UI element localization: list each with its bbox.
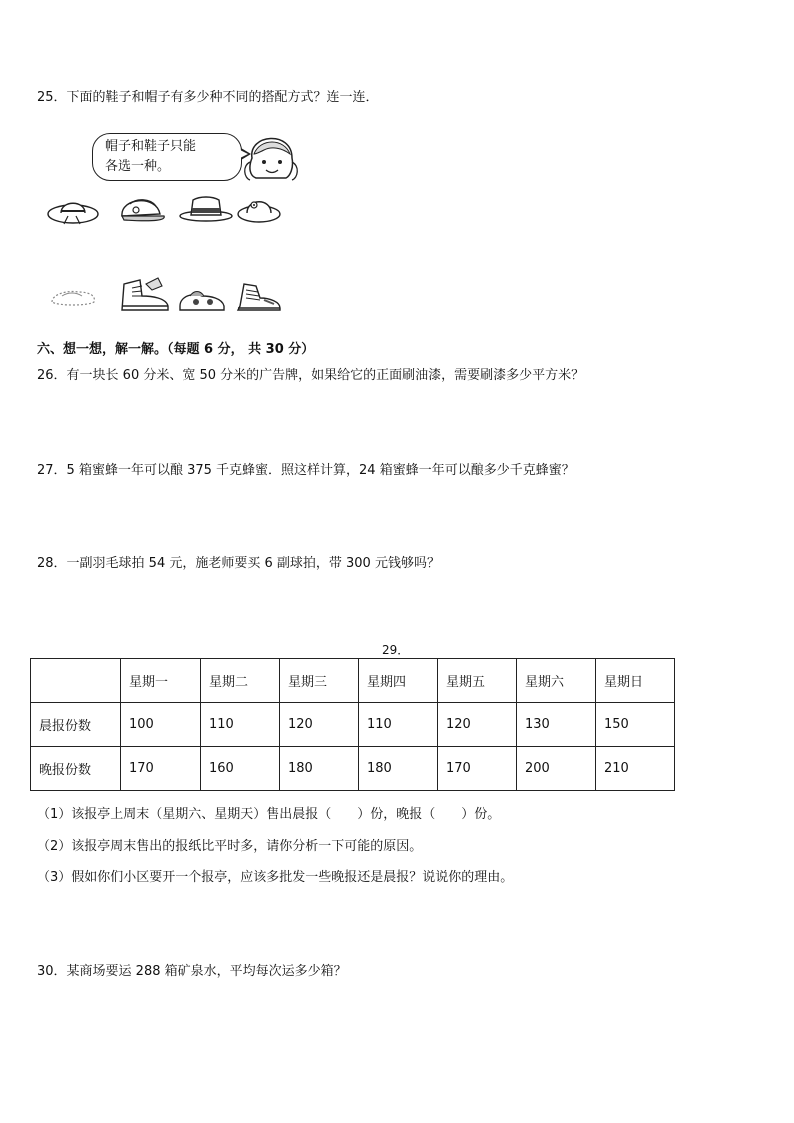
question-28: 28．一副羽毛球拍 54 元，施老师要买 6 副球拍，带 300 元钱够吗？ <box>37 556 440 571</box>
table-cell: 130 <box>517 703 596 747</box>
slipper-icon <box>48 282 98 312</box>
table-cell: 110 <box>201 703 280 747</box>
table-header-cell: 星期三 <box>280 659 359 703</box>
speech-line-2: 各选一种。 <box>105 159 171 174</box>
table-header-cell: 星期四 <box>359 659 438 703</box>
table-cell: 180 <box>280 747 359 791</box>
table-cell: 170 <box>121 747 201 791</box>
question-27: 27．5 箱蜜蜂一年可以酿 375 千克蜂蜜．照这样计算，24 箱蜜蜂一年可以酿多少千克蜂蜜？ <box>37 463 575 478</box>
question-29-sub-2: （2）该报亭周末售出的报纸比平时多，请你分析一下可能的原因。 <box>37 839 423 854</box>
table-cell: 100 <box>121 703 201 747</box>
table-header-cell: 星期五 <box>438 659 517 703</box>
question-29-label: 29． <box>382 643 410 657</box>
table-header-cell <box>31 659 121 703</box>
table-row <box>31 747 675 791</box>
table-header-cell: 星期二 <box>201 659 280 703</box>
table-cell: 120 <box>438 703 517 747</box>
sneaker-icon <box>234 278 284 314</box>
table-cell: 110 <box>359 703 438 747</box>
table-header-cell: 星期六 <box>517 659 596 703</box>
leather-shoe-icon <box>176 282 228 314</box>
wide-brim-hat-icon <box>46 192 100 228</box>
table-cell: 晚报份数 <box>31 747 121 791</box>
sun-hat-icon <box>236 192 282 224</box>
question-29-sub-1: （1）该报亭上周末（星期六、星期天）售出晨报（ ）份，晚报（ ）份。 <box>37 807 501 822</box>
speech-line-1: 帽子和鞋子只能 <box>105 139 197 154</box>
question-25: 25．下面的鞋子和帽子有多少种不同的搭配方式？连一连． <box>37 90 379 105</box>
question-29-sub-3: （3）假如你们小区要开一个报亭，应该多批发一些晚报还是晨报？说说你的理由。 <box>37 870 514 885</box>
section-six-heading: 六、想一想，解一解。（每题 6 分， 共 30 分） <box>37 342 315 357</box>
table-cell: 160 <box>201 747 280 791</box>
table-cell: 150 <box>596 703 675 747</box>
table-cell: 200 <box>517 747 596 791</box>
question-26: 26．有一块长 60 分米、宽 50 分米的广告牌，如果给它的正面刷油漆，需要刷漆多少平方米？ <box>37 368 585 383</box>
newspaper-sales-table <box>30 658 675 791</box>
table-cell: 170 <box>438 747 517 791</box>
boot-icon <box>116 274 172 314</box>
table-cell: 180 <box>359 747 438 791</box>
hats-shoes-figure <box>40 128 300 323</box>
question-30: 30．某商场要运 288 箱矿泉水，平均每次运多少箱？ <box>37 964 347 979</box>
table-header-cell: 星期一 <box>121 659 201 703</box>
cap-icon <box>116 190 168 226</box>
fedora-icon <box>178 192 234 224</box>
table-header-cell: 星期日 <box>596 659 675 703</box>
table-header-row <box>31 659 675 703</box>
table-cell: 晨报份数 <box>31 703 121 747</box>
table-row <box>31 703 675 747</box>
table-cell: 210 <box>596 747 675 791</box>
table-cell: 120 <box>280 703 359 747</box>
speech-bubble <box>92 133 242 181</box>
